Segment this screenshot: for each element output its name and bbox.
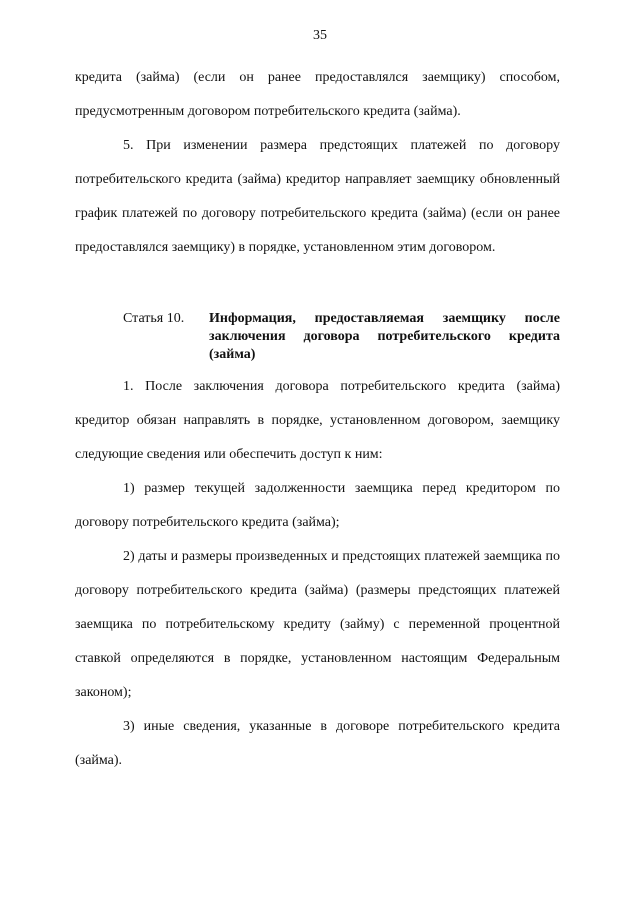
page-number: 35 — [313, 28, 327, 43]
text-block-before-article — [75, 61, 560, 265]
paragraph-item-5: 5. При изменении размера предстоящих платежей по договору потребительского кредита (займа) кредитор направляет заемщику обновленный график платежей по договору потребительского кредита (займа) (если он ранее предоставлялся заемщику) в порядке, установленном этим договором. — [75, 138, 560, 255]
article-heading — [123, 310, 560, 364]
article-title: Информация, предоставляемая заемщику после заключения договора потребительского кредита (займа) — [209, 311, 560, 362]
paragraph-clause-1: 1. После заключения договора потребительского кредита (займа) кредитор обязан направлять в порядке, установленном договором, заемщику следующие сведения или обеспечить доступ к ним: — [75, 379, 560, 462]
paragraph-continuation: кредита (займа) (если он ранее предоставлялся заемщику) способом, предусмотренным договором потребительского кредита (займа). — [75, 70, 560, 119]
article-label: Статья 10. — [123, 311, 185, 326]
paragraph-subitem-2: 2) даты и размеры произведенных и предстоящих платежей заемщика по договору потребительского кредита (займа) (размеры предстоящих платежей заемщика по потребительскому кредиту (займу) с переменной процентной ставкой определяются в порядке, установленном настоящим Федеральным законом); — [75, 549, 560, 700]
paragraph-subitem-3: 3) иные сведения, указанные в договоре потребительского кредита (займа). — [75, 719, 560, 768]
text-block-after-article — [75, 370, 560, 778]
paragraph-subitem-1: 1) размер текущей задолженности заемщика перед кредитором по договору потребительского кредита (займа); — [75, 481, 560, 530]
